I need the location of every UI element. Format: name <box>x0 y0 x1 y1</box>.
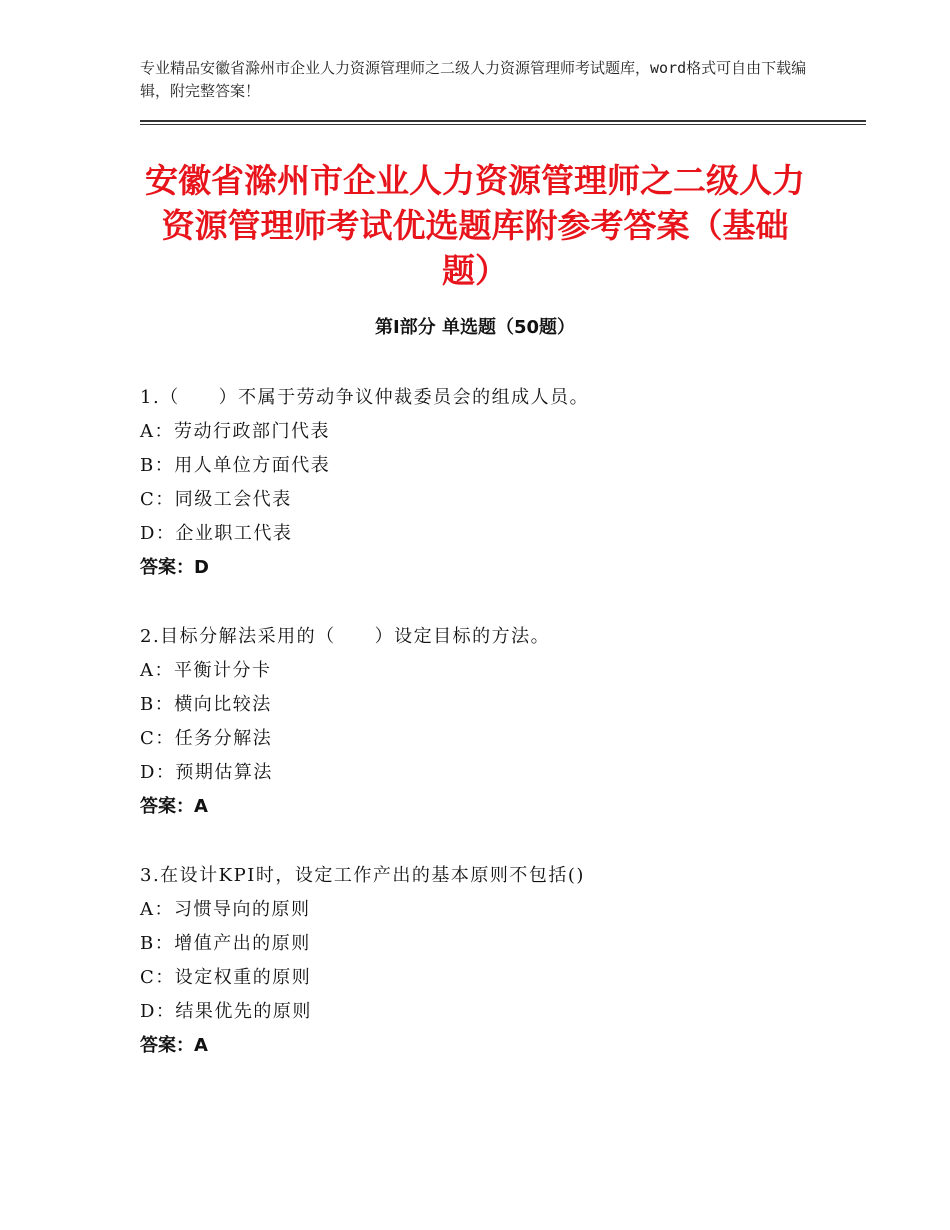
option-d: D：预期估算法 <box>140 762 273 783</box>
header-note: 专业精品安徽省滁州市企业人力资源管理师之二级人力资源管理师考试题库，word格式可自由下载编辑，附完整答案！ <box>140 59 807 100</box>
header-divider <box>140 120 866 125</box>
question-stem: 1.（ ）不属于劳动争议仲裁委员会的组成人员。 <box>140 387 590 408</box>
option-b: B：增值产出的原则 <box>140 933 311 954</box>
option-c: C：设定权重的原则 <box>140 967 312 988</box>
answer-label: 答案：D <box>140 557 209 578</box>
option-d: D：企业职工代表 <box>140 523 293 544</box>
option-a: A：劳动行政部门代表 <box>140 421 330 442</box>
answer-label: 答案：A <box>140 796 208 817</box>
answer-label: 答案：A <box>140 1035 208 1056</box>
question-1 <box>140 381 840 585</box>
option-b: B：横向比较法 <box>140 694 272 715</box>
section-title: 第Ⅰ部分 单选题（50题） <box>374 317 575 338</box>
option-b: B：用人单位方面代表 <box>140 455 331 476</box>
question-3 <box>140 859 840 1063</box>
option-c: C：任务分解法 <box>140 728 273 749</box>
option-c: C：同级工会代表 <box>140 489 292 510</box>
question-stem: 3.在设计KPI时，设定工作产出的基本原则不包括() <box>140 865 585 886</box>
option-a: A：平衡计分卡 <box>140 660 272 681</box>
question-2 <box>140 620 840 824</box>
option-a: A：习惯导向的原则 <box>140 899 311 920</box>
question-stem: 2.目标分解法采用的（ ）设定目标的方法。 <box>140 626 551 647</box>
option-d: D：结果优先的原则 <box>140 1001 312 1022</box>
document-title: 安徽省滁州市企业人力资源管理师之二级人力资源管理师考试优选题库附参考答案（基础题） <box>145 161 805 290</box>
